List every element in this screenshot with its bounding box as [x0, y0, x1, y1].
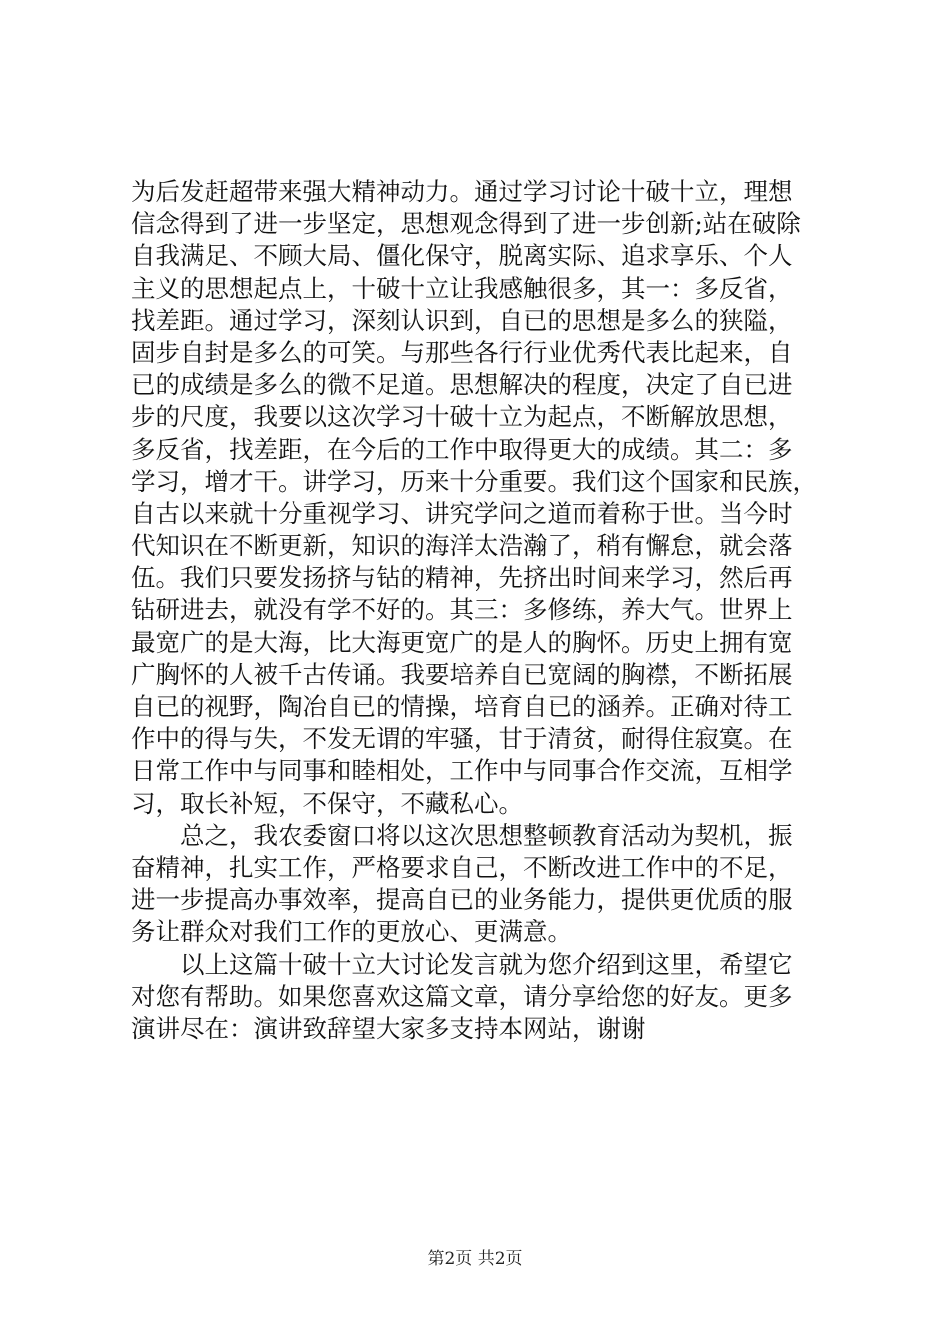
- text-line: 最宽广的是大海，比大海更宽广的是人的胸怀。历史上拥有宽: [131, 627, 793, 657]
- paragraph-start-line: 总之，我农委窗口将以这次思想整顿教育活动为契机，振: [180, 820, 793, 850]
- text-line: 奋精神，扎实工作，严格要求自己，不断改进工作中的不足，: [131, 852, 793, 882]
- text-line: 代知识在不断更新，知识的海洋太浩瀚了，稍有懈怠，就会落: [131, 531, 793, 561]
- text-line: 伍。我们只要发扬挤与钻的精神，先挤出时间来学习，然后再: [131, 563, 793, 593]
- text-line: 进一步提高办事效率，提高自已的业务能力，提供更优质的服: [131, 885, 793, 915]
- text-line: 主义的思想起点上，十破十立让我感触很多，其一：多反省，: [131, 273, 793, 303]
- text-line: 务让群众对我们工作的更放心、更满意。: [131, 917, 572, 947]
- text-line: 信念得到了进一步坚定，思想观念得到了进一步创新;站在破除: [131, 209, 801, 239]
- document-body: [131, 176, 831, 1045]
- text-line: 对您有帮助。如果您喜欢这篇文章，请分享给您的好友。更多: [131, 981, 793, 1011]
- text-line: 钻研进去，就没有学不好的。其三：多修练，养大气。世界上: [131, 595, 793, 625]
- text-line: 为后发赶超带来强大精神动力。通过学习讨论十破十立，理想: [131, 177, 793, 206]
- text-line: 自我满足、不顾大局、僵化保守，脱离实际、追求享乐、个人: [131, 241, 793, 271]
- text-line: 演讲尽在：演讲致辞望大家多支持本网站，谢谢: [131, 1013, 646, 1043]
- text-line: 作中的得与失，不发无谓的牢骚，甘于清贫，耐得住寂寞。在: [131, 724, 793, 754]
- text-line: 多反省，找差距，在今后的工作中取得更大的成绩。其二：多: [131, 434, 793, 464]
- text-line: 学习，增才干。讲学习，历来十分重要。我们这个国家和民族，: [131, 466, 817, 496]
- text-line: 自已的视野，陶冶自已的情操，培育自已的涵养。正确对待工: [131, 692, 793, 721]
- text-line: 固步自封是多么的可笑。与那些各行行业优秀代表比起来，自: [131, 337, 793, 367]
- text-line: 习，取长补短，不保守，不藏私心。: [131, 788, 523, 818]
- text-line: 广胸怀的人被千古传诵。我要培养自已宽阔的胸襟，不断拓展: [131, 659, 793, 689]
- page-footer: 第2页 共2页: [427, 1249, 523, 1269]
- text-line: 自古以来就十分重视学习、讲究学问之道而着称于世。当今时: [131, 498, 793, 528]
- text-line: 找差距。通过学习，深刻认识到，自已的思想是多么的狭隘，: [131, 305, 793, 335]
- text-line: 已的成绩是多么的微不足道。思想解决的程度，决定了自已进: [131, 370, 793, 400]
- text-line: 步的尺度，我要以这次学习十破十立为起点，不断解放思想，: [131, 402, 793, 432]
- paragraph-start-line: 以上这篇十破十立大讨论发言就为您介绍到这里，希望它: [180, 949, 793, 979]
- text-line: 日常工作中与同事和睦相处，工作中与同事合作交流，互相学: [131, 756, 793, 786]
